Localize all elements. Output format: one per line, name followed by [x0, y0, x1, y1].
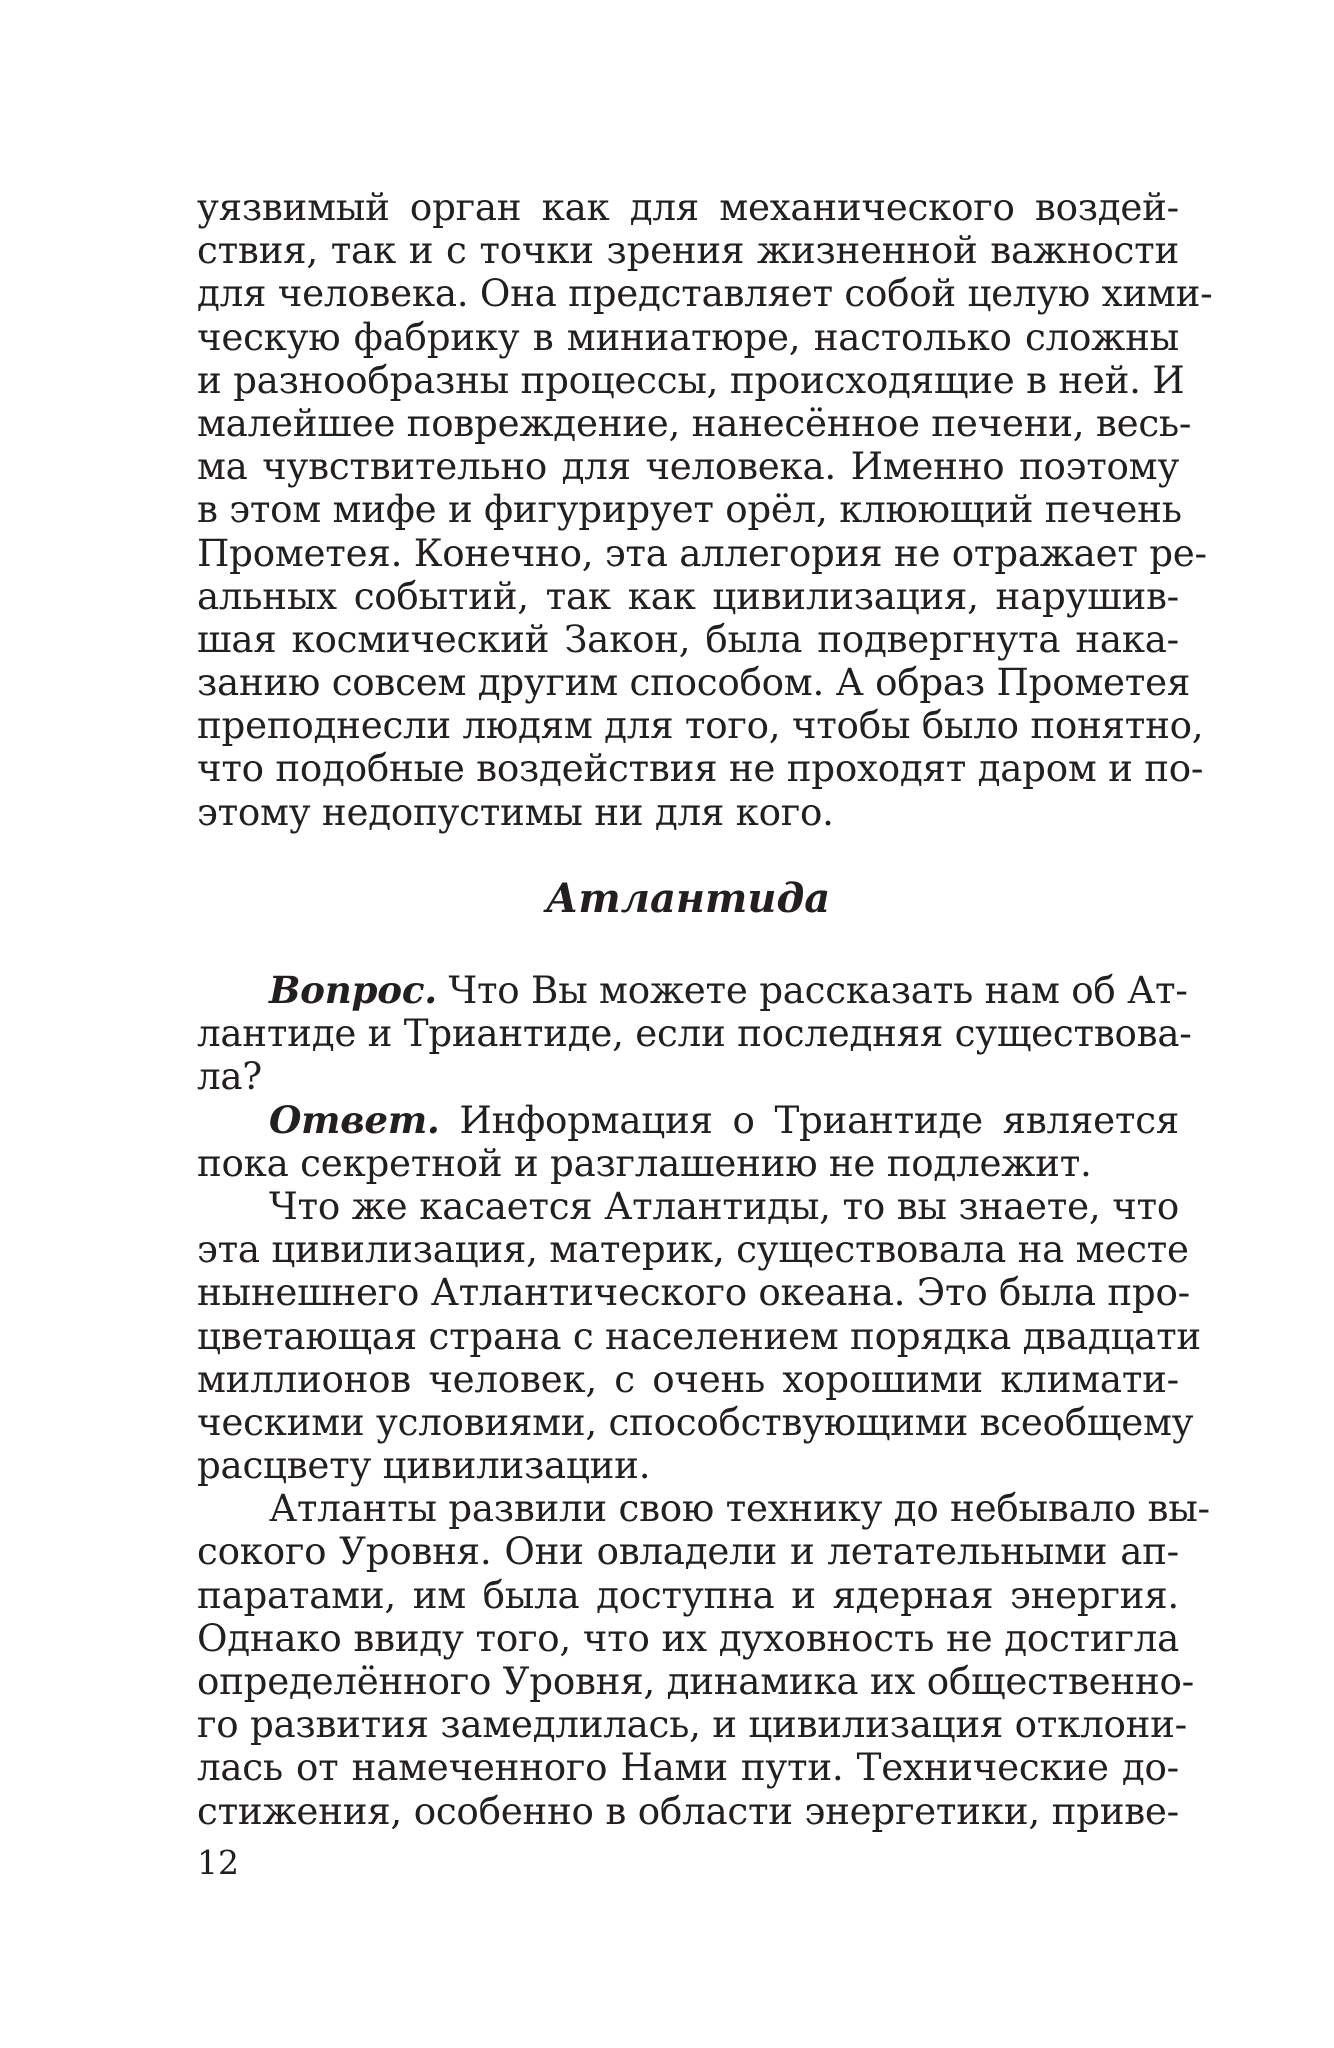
- text-line: шая космический Закон, была подвергнута нака-: [197, 616, 1179, 661]
- text-line: этому недопустимы ни для кого.: [197, 789, 834, 834]
- text-line: миллионов человек, с очень хорошими климати-: [197, 1356, 1179, 1401]
- text-line: что подобные воздействия не проходят даром и по-: [197, 746, 1204, 791]
- text-line: Однако ввиду того, что их духовность не достигла: [197, 1615, 1179, 1660]
- page-number: 12: [197, 1843, 239, 1882]
- text-line: уязвимый орган как для механического воздей-: [197, 185, 1179, 229]
- qa-section: [197, 968, 1210, 1833]
- text-line: занию совсем другим способом. А образ Прометея: [197, 660, 1191, 705]
- question-line: [197, 968, 1188, 1012]
- text-line: стижения, особенно в области энергетики, приве-: [197, 1788, 1179, 1833]
- text-line: сокого Уровня. Они овладели и летательными ап-: [197, 1529, 1179, 1574]
- text-line: и разнообразны процессы, происходящие в ней. И: [197, 357, 1185, 402]
- text-line: альных событий, так как цивилизация, нарушив-: [197, 573, 1179, 618]
- paragraph-prometheus: [197, 185, 1213, 834]
- text-line: лась от намеченного Нами пути. Технические до-: [197, 1745, 1179, 1790]
- text-line: ческую фабрику в миниатюре, настолько сложны: [197, 314, 1179, 359]
- text-line: ческими условиями, способствующими всеобщему: [197, 1399, 1194, 1444]
- text-line: нынешнего Атлантического океана. Это была про-: [197, 1270, 1190, 1315]
- section-heading: Атлантида: [545, 875, 831, 922]
- text-line: пока секретной и разглашению не подлежит.: [197, 1140, 1092, 1185]
- text-line: в этом мифе и фигурирует орёл, клюющий печень: [197, 487, 1182, 532]
- answer-text: Информация о Триантиде является: [439, 1097, 1179, 1142]
- answer-line: [197, 1099, 1179, 1142]
- text-line: ствия, так и с точки зрения жизненной важности: [197, 228, 1179, 273]
- text-line: эта цивилизация, материк, существовала на месте: [197, 1227, 1189, 1272]
- text-line: определённого Уровня, динамика их общественно-: [197, 1659, 1194, 1703]
- text-line: ла?: [197, 1054, 262, 1099]
- answer-label: Ответ.: [269, 1097, 440, 1142]
- text-line: Прометея. Конечно, эта аллегория не отражает ре-: [197, 530, 1207, 575]
- text-line: цветающая страна с населением порядка двадцати: [197, 1313, 1201, 1358]
- text-line: для человека. Она представляет собой целую хими-: [197, 271, 1213, 316]
- text-line: го развития замедлилась, и цивилизация отклони-: [197, 1702, 1187, 1747]
- text-line: малейшее повреждение, нанесённое печени, весь-: [197, 400, 1192, 445]
- text-line: лантиде и Триантиде, если последняя существова-: [197, 1011, 1192, 1056]
- text-line: Что же касается Атлантиды, то вы знаете, что: [269, 1183, 1179, 1228]
- text-line: расцвету цивилизации.: [197, 1443, 651, 1488]
- question-label: Вопрос.: [269, 968, 437, 1012]
- text-line: паратами, им была доступна и ядерная энергия.: [197, 1572, 1179, 1617]
- text-line: Атланты развили свою технику до небывало вы-: [269, 1486, 1210, 1531]
- text-line: преподнесли людям для того, чтобы было понятно,: [197, 703, 1204, 748]
- question-text: Что Вы можете рассказать нам об Ат-: [436, 968, 1188, 1012]
- text-line: ма чувствительно для человека. Именно поэтому: [197, 444, 1179, 489]
